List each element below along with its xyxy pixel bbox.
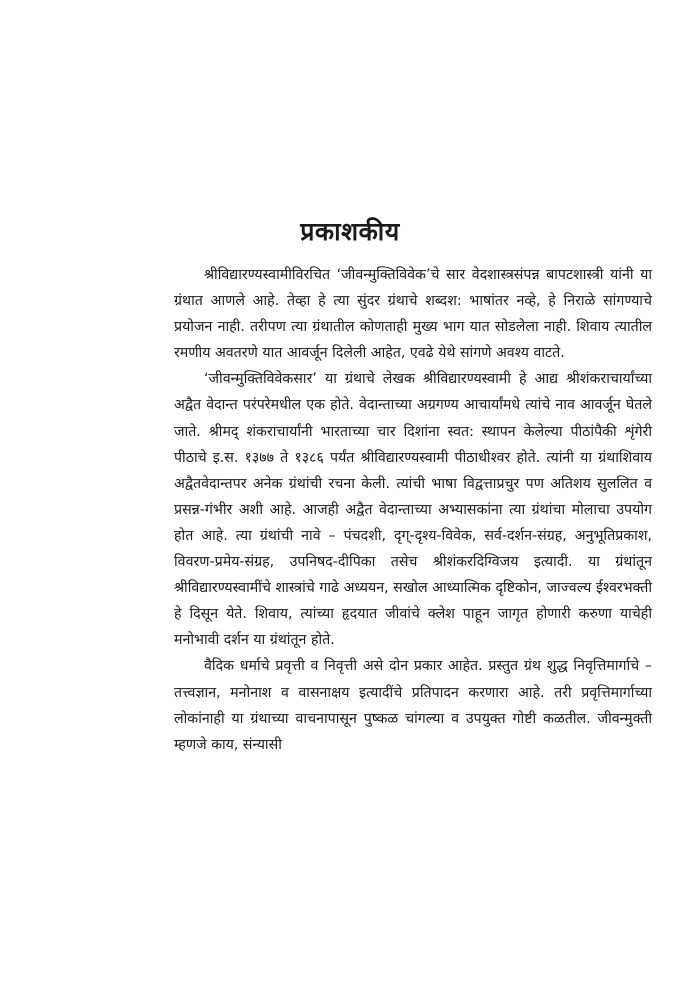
paragraph-2: ‘जीवन्मुक्तिविवेकसार’ या ग्रंथाचे लेखक श्रीविद्यारण्यस्वामी हे आद्य श्रीशंकराचार्यांच्या अद्वैत वेदान्त परंपरेमधील एक होते. वेदान्ताच्या अग्रगण्य आचार्यांमधे त्यांचे नाव आवर्जून घेतले जाते. श्रीमद् शंकराचार्यांनी भारताच्या चार दिशांना स्वत: स्थापन केलेल्या पीठांपैकी शृंगेरी पीठाचे इ.स. १३७७ ते १३८६ पर्यंत श्रीविद्यारण्यस्वामी पीठाधीश्वर होते. त्यांनी या ग्रंथाशिवाय अद्वैतवेदान्तपर अनेक ग्रंथांची रचना केली. त्यांची भाषा विद्वत्ताप्रचुर पण अतिशय सुललित व प्रसन्न-गंभीर अशी आहे. आजही अद्वैत वेदान्ताच्या अभ्यासकांना त्या ग्रंथांचा मोलाचा उपयोग होत आहे. त्या ग्रंथांची नावे – पंचदशी, दृग्-दृश्य-विवेक, सर्व-दर्शन-संग्रह, अनुभूतिप्रकाश, विवरण-प्रमेय-संग्रह, उपनिषद-दीपिका तसेच श्रीशंकरदिग्विजय इत्यादी. या ग्रंथांतून श्रीविद्यारण्यस्वामींचे शास्त्रांचे गाढे अध्ययन, सखोल आध्यात्मिक दृष्टिकोन, जाज्वल्य ईश्वरभक्ती हे दिसून येते. शिवाय, त्यांच्या हृदयात जीवांचे क्लेश पाहून जागृत होणारी करुणा याचेही मनोभावी दर्शन या ग्रंथांतून होते. [174, 371, 652, 649]
paragraph-3: वैदिक धर्माचे प्रवृत्ती व निवृत्ती असे दोन प्रकार आहेत. प्रस्तुत ग्रंथ शुद्ध निवृत्तिमार्गाचे – तत्त्वज्ञान, मनोनाश व वासनाक्षय इत्यादींचे प्रतिपादन करणारा आहे. तरी प्रवृत्तिमार्गाच्या लोकांनाही या ग्रंथाच्या वाचनापासून पुष्कळ चांगल्या व उपयुक्त गोष्टी कळतील. जीवन्मुक्ती म्हणजे काय, संन्यासी [174, 658, 652, 753]
paragraph-1: श्रीविद्यारण्यस्वामीविरचित ‘जीवन्मुक्तिविवेक’चे सार वेदशास्त्रसंपन्न बापटशास्त्री यांनी या ग्रंथात आणले आहे. तेव्हा हे त्या सुंदर ग्रंथाचे शब्दश: भाषांतर नव्हे, हे निराळे सांगण्याचे प्रयोजन नाही. तरीपण त्या ग्रंथातील कोणताही मुख्य भाग यात सोडलेला नाही. शिवाय त्यातील रमणीय अवतरणे यात आवर्जून दिलेली आहेत, एवढे येथे सांगणे अवश्य वाटते. [174, 267, 652, 362]
body-text [174, 262, 652, 758]
page-title: प्रकाशकीय [300, 217, 400, 246]
